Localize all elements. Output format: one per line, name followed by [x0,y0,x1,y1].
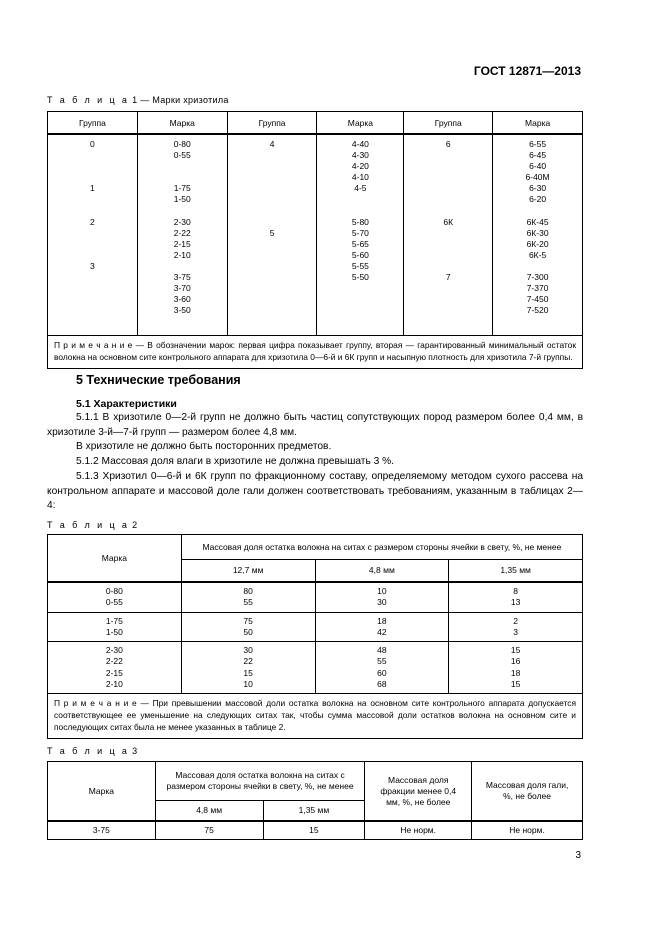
table3-cell-marka: 3-75 [48,821,156,840]
table3-caption-number: 3 [132,746,138,756]
table3-caption [47,746,137,756]
table2-group2-marka: 2-30 2-22 2-15 2-10 [48,642,182,694]
table1-caption [47,95,229,105]
table2-caption [47,520,137,530]
table2-caption-number: 2 [132,520,138,530]
table1-header-marka1: Марка [137,112,227,135]
table3-header-gal: Массовая доля гали, %, не более [472,762,583,822]
paragraph-foreign-objects: В хризотиле не должно быть посторонних предметов. [76,441,332,452]
table2-header-marka: Марка [48,535,182,583]
table2-group1-marka: 1-75 1-50 [48,612,182,642]
table2-group2-c: 15 16 18 15 [449,642,583,694]
table3-header-marka: Марка [48,762,156,822]
table3-cell-gal: Не норм. [472,821,583,840]
table1-col-group3: 6 6К 7 [404,134,493,336]
table1-header-group3: Группа [404,112,493,135]
table1-col-marka1: 0-80 0-55 1-75 1-50 2-30 2-22 2-15 2-10 3-75 3-70 3-60 3-50 [137,134,227,336]
table2-note: П р и м е ч а н и е — При превышении массовой доли остатка волокна на основном сите контрольного аппарата допускается соответствующее ее уменьшение на следующих ситах так, чтобы сумма массовой доли остатков волокна на основном сите и последующих ситах была не менее указанных в таблице 2. [48,694,583,738]
table3-cell-1-35: 15 [263,821,365,840]
table2-caption-word: Т а б л и ц а [47,520,130,530]
table2-group1-b: 18 42 [315,612,449,642]
table1-caption-text: 1 — Марки хризотила [132,95,229,105]
document-header: ГОСТ 12871—2013 [473,64,581,78]
subsection-title: 5.1 Характеристики [76,398,177,410]
table2-subheader-1-35: 1,35 мм [449,559,583,582]
paragraph-5-1-1: 5.1.1 В хризотиле 0—2-й групп не должно быть частиц сопутствующих пород размером более 0,4 мм, в хризотиле 3-й—7-й групп — размером более 4,8 мм. [47,412,583,438]
table1 [47,111,583,369]
table1-col-group2: 4 5 [227,134,317,336]
table1-col-marka2: 4-40 4-30 4-20 4-10 4-5 5-80 5-70 5-65 5-60 5-55 5-50 [317,134,404,336]
table3-subheader-4-8: 4,8 мм [155,801,263,822]
table1-note: П р и м е ч а н и е — В обозначении марок: первая цифра показывает группу, вторая — гарантированный минимальный остаток волокна на основном сите контрольного аппарата для хризотила 0—6-й и 6К групп и насыпную плотность для хризотила 7-й группы. [48,336,583,369]
table2 [47,534,583,739]
table1-header-marka3: Марка [493,112,583,135]
table2-group2-a: 30 22 15 10 [181,642,315,694]
paragraph-5-1-2: 5.1.2 Массовая доля влаги в хризотиле не должна превышать 3 %. [76,456,394,467]
section-title: 5 Технические требования [76,373,241,387]
table3-header-fraction: Массовая доля фракции менее 0,4 мм, %, не более [365,762,472,822]
table3 [47,761,583,840]
table1-header-marka2: Марка [317,112,404,135]
table2-group0-marka: 0-80 0-55 [48,582,182,612]
table2-header-span: Массовая доля остатка волокна на ситах с размером стороны ячейки в свету, %, не менее [181,535,582,560]
table2-group0-a: 80 55 [181,582,315,612]
table2-group1-a: 75 50 [181,612,315,642]
table3-cell-4-8: 75 [155,821,263,840]
table2-group0-b: 10 30 [315,582,449,612]
table3-cell-fraction: Не норм. [365,821,472,840]
table2-subheader-12-7: 12,7 мм [181,559,315,582]
table1-col-group1: 0 1 2 3 [48,134,138,336]
table2-group0-c: 8 13 [449,582,583,612]
table2-subheader-4-8: 4,8 мм [315,559,449,582]
paragraph-5-1-3: 5.1.3 Хризотил 0—6-й и 6К групп по фракционному составу, определяемому методом сухого рассева на контрольном аппарате и массовой доле гали должен соответствовать требованиям, указанным в таблицах 2—4: [47,471,583,512]
table1-col-marka3: 6-55 6-45 6-40 6-40М 6-30 6-20 6К-45 6К-30 6К-20 6К-5 7-300 7-370 7-450 7-520 [493,134,583,336]
table1-header-group1: Группа [48,112,138,135]
table3-caption-word: Т а б л и ц а [47,746,130,756]
table2-group2-b: 48 55 60 68 [315,642,449,694]
table1-header-group2: Группа [227,112,317,135]
table3-subheader-1-35: 1,35 мм [263,801,365,822]
table1-caption-word: Т а б л и ц а [47,95,130,105]
table3-header-span: Массовая доля остатка волокна на ситах с размером стороны ячейки в свету, %, не менее [155,762,365,801]
table2-group1-c: 2 3 [449,612,583,642]
page-number: 3 [575,850,581,861]
